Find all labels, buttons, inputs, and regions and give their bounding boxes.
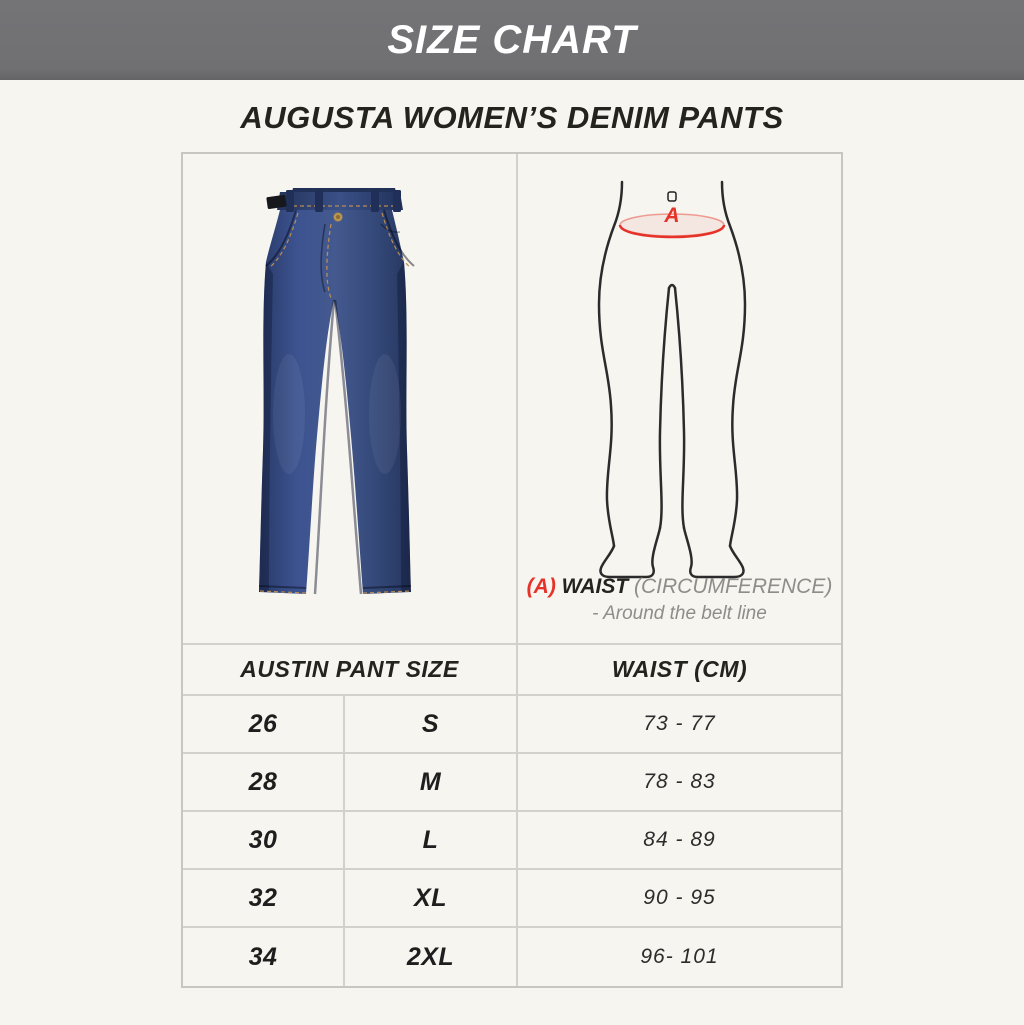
table-header-row	[183, 645, 841, 696]
header-waist: WAIST (CM)	[611, 656, 748, 682]
waist-range-cell: 84 - 89	[643, 828, 716, 851]
table-row	[183, 696, 841, 754]
size-chart-panel	[181, 152, 843, 988]
table-row	[183, 870, 841, 928]
product-title: AUGUSTA WOMEN’S DENIM PANTS	[240, 100, 784, 135]
waist-range-cell: 78 - 83	[643, 770, 716, 793]
table-row	[183, 754, 841, 812]
caption-detail: (CIRCUMFERENCE)	[634, 575, 833, 599]
size-chart-banner	[0, 0, 1024, 80]
caption-label: WAIST	[561, 575, 629, 599]
size-letter-cell: S	[345, 696, 518, 752]
banner-title: SIZE CHART	[387, 17, 637, 62]
measurement-diagram-cell	[518, 154, 841, 643]
measurement-caption	[518, 573, 841, 627]
caption-line-waist	[518, 573, 841, 601]
waist-range-cell: 96- 101	[640, 945, 719, 968]
pant-size-cell: 26	[183, 696, 345, 752]
jeans-photo-cell	[183, 154, 518, 643]
waist-range-cell: 90 - 95	[643, 886, 716, 909]
size-letter-cell: L	[345, 812, 518, 868]
size-letter-cell: XL	[345, 870, 518, 926]
pant-size-cell: 34	[183, 928, 345, 986]
waist-range-cell: 73 - 77	[643, 712, 716, 735]
header-pant-size: AUSTIN PANT SIZE	[183, 645, 518, 694]
jeans-product-image	[189, 164, 511, 634]
legs-outline-illustration	[518, 154, 841, 643]
waist-marker-label: A	[664, 204, 680, 227]
pant-size-cell: 30	[183, 812, 345, 868]
table-row	[183, 928, 841, 986]
marker-square-icon	[668, 192, 676, 201]
size-letter-cell: M	[345, 754, 518, 810]
caption-marker: (A)	[526, 575, 556, 599]
table-row	[183, 812, 841, 870]
pant-size-cell: 28	[183, 754, 345, 810]
pant-size-cell: 32	[183, 870, 345, 926]
size-letter-cell: 2XL	[345, 928, 518, 986]
illustration-row	[183, 154, 841, 645]
caption-note: - Around the belt line	[592, 603, 767, 625]
